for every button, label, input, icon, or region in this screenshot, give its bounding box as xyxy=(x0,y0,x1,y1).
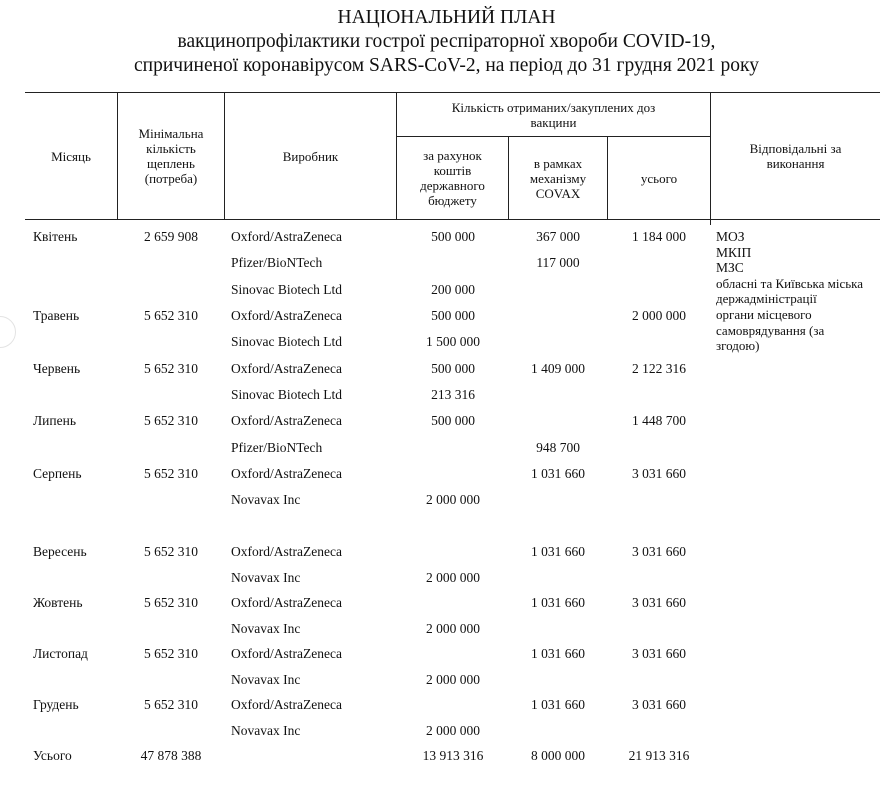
row-covax: 1 409 000 xyxy=(531,361,585,376)
row-month: Вересень xyxy=(33,544,87,559)
title-line-1: НАЦІОНАЛЬНИЙ ПЛАН xyxy=(337,7,556,28)
header-received-group: Кількість отриманих/закуплених доз вакцини xyxy=(451,99,656,130)
row-manufacturer: Oxford/AstraZeneca xyxy=(231,697,342,712)
row-state-budget: 2 000 000 xyxy=(426,621,480,636)
header-covax: в рамках механізму COVAX xyxy=(529,155,587,201)
row-state-budget: 2 000 000 xyxy=(426,492,480,507)
row-manufacturer: Oxford/AstraZeneca xyxy=(231,361,342,376)
responsible-item: МЗС xyxy=(716,260,744,276)
row-state-budget: 2 000 000 xyxy=(426,723,480,738)
row-total: 2 000 000 xyxy=(632,308,686,323)
document-title xyxy=(0,6,893,78)
row-total: 2 122 316 xyxy=(632,361,686,376)
responsible-item: органи місцевого самоврядування (за згодою) xyxy=(716,306,825,354)
row-min-doses: 5 652 310 xyxy=(144,308,198,323)
col-divider-6-tail xyxy=(710,219,711,225)
title-line-2: вакцинопрофілактики гострої респіраторної хвороби COVID-19, xyxy=(177,31,716,52)
row-min-doses: 47 878 388 xyxy=(140,748,202,763)
row-min-doses: 5 652 310 xyxy=(144,413,198,428)
row-manufacturer: Sinovac Biotech Ltd xyxy=(231,282,342,297)
row-manufacturer: Pfizer/BioNTech xyxy=(231,255,323,270)
row-covax: 367 000 xyxy=(536,229,580,244)
row-manufacturer: Novavax Inc xyxy=(231,621,301,636)
row-state-budget: 1 500 000 xyxy=(426,334,480,349)
responsible-item: МОЗ xyxy=(716,229,745,244)
responsible-item: обласні та Київська міська держадміністрації xyxy=(716,275,864,307)
row-month: Усього xyxy=(33,748,72,763)
row-covax: 8 000 000 xyxy=(531,748,585,763)
row-manufacturer: Novavax Inc xyxy=(231,492,301,507)
row-covax: 1 031 660 xyxy=(531,697,585,712)
row-manufacturer: Sinovac Biotech Ltd xyxy=(231,334,342,349)
row-state-budget: 2 000 000 xyxy=(426,672,480,687)
row-state-budget: 500 000 xyxy=(431,361,475,376)
responsible-list xyxy=(716,229,866,354)
row-state-budget: 500 000 xyxy=(431,308,475,323)
row-month: Жовтень xyxy=(33,595,83,610)
row-covax: 117 000 xyxy=(536,255,580,270)
row-covax: 1 031 660 xyxy=(531,466,585,481)
row-total: 21 913 316 xyxy=(628,748,690,763)
row-covax: 1 031 660 xyxy=(531,595,585,610)
row-state-budget: 500 000 xyxy=(431,229,475,244)
row-manufacturer: Oxford/AstraZeneca xyxy=(231,229,342,244)
row-manufacturer: Oxford/AstraZeneca xyxy=(231,413,342,428)
row-month: Травень xyxy=(33,308,80,323)
page-edge-mark xyxy=(0,316,16,348)
row-month: Листопад xyxy=(33,646,88,661)
row-manufacturer: Oxford/AstraZeneca xyxy=(231,544,342,559)
row-manufacturer: Oxford/AstraZeneca xyxy=(231,308,342,323)
row-min-doses: 5 652 310 xyxy=(144,361,198,376)
row-manufacturer: Novavax Inc xyxy=(231,570,301,585)
row-total: 3 031 660 xyxy=(632,466,686,481)
row-total: 3 031 660 xyxy=(632,544,686,559)
header-state-budget: за рахунок коштів державного бюджету xyxy=(420,148,485,208)
row-month: Серпень xyxy=(33,466,82,481)
row-total: 3 031 660 xyxy=(632,646,686,661)
row-min-doses: 5 652 310 xyxy=(144,595,198,610)
row-state-budget: 200 000 xyxy=(431,282,475,297)
row-total: 1 448 700 xyxy=(632,413,686,428)
row-total: 1 184 000 xyxy=(632,229,686,244)
header-month: Місяць xyxy=(51,148,91,164)
row-total: 3 031 660 xyxy=(632,697,686,712)
row-state-budget: 13 913 316 xyxy=(422,748,484,763)
row-manufacturer: Sinovac Biotech Ltd xyxy=(231,387,342,402)
row-covax: 1 031 660 xyxy=(531,646,585,661)
row-min-doses: 5 652 310 xyxy=(144,544,198,559)
row-covax: 948 700 xyxy=(536,440,580,455)
row-min-doses: 5 652 310 xyxy=(144,697,198,712)
row-state-budget: 213 316 xyxy=(431,387,475,402)
row-month: Червень xyxy=(33,361,81,376)
row-month: Липень xyxy=(33,413,76,428)
header-manufacturer: Виробник xyxy=(282,148,339,164)
row-state-budget: 500 000 xyxy=(431,413,475,428)
row-min-doses: 5 652 310 xyxy=(144,646,198,661)
row-min-doses: 2 659 908 xyxy=(144,229,198,244)
header-responsible: Відповідальні за виконання xyxy=(749,141,842,171)
title-line-3: спричиненої коронавірусом SARS-CoV-2, на період до 31 грудня 2021 року xyxy=(133,55,759,76)
responsible-item: МКІП xyxy=(716,244,752,260)
row-min-doses: 5 652 310 xyxy=(144,466,198,481)
row-manufacturer: Pfizer/BioNTech xyxy=(231,440,323,455)
row-state-budget: 2 000 000 xyxy=(426,570,480,585)
row-manufacturer: Oxford/AstraZeneca xyxy=(231,595,342,610)
row-manufacturer: Oxford/AstraZeneca xyxy=(231,646,342,661)
row-month: Грудень xyxy=(33,697,79,712)
row-manufacturer: Novavax Inc xyxy=(231,672,301,687)
header-min-doses: Мінімальна кількість щеплень (потреба) xyxy=(138,126,204,186)
row-month: Квітень xyxy=(33,229,78,244)
row-manufacturer: Oxford/AstraZeneca xyxy=(231,466,342,481)
row-manufacturer: Novavax Inc xyxy=(231,723,301,738)
header-total: усього xyxy=(640,170,678,186)
table-header-bottom-border xyxy=(25,219,880,220)
row-total: 3 031 660 xyxy=(632,595,686,610)
row-covax: 1 031 660 xyxy=(531,544,585,559)
